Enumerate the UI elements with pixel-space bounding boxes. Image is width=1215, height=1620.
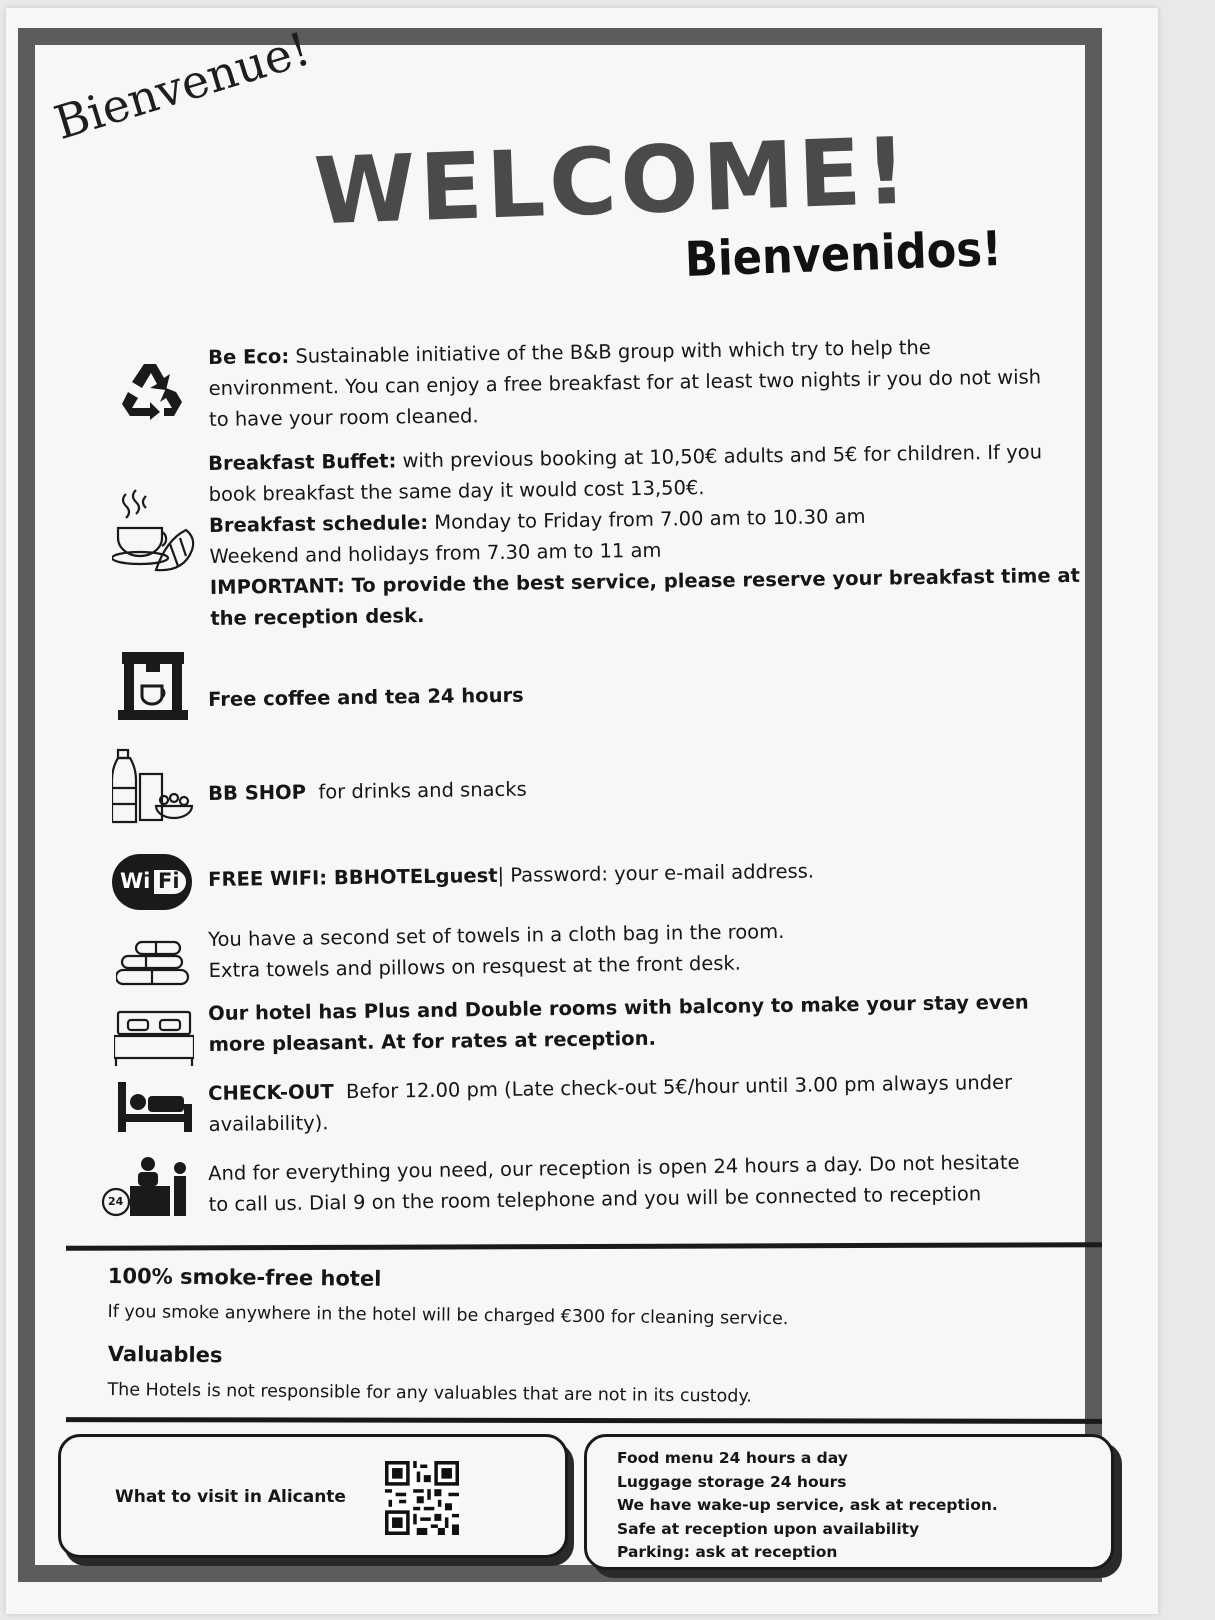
wifi-badge-icon — [112, 854, 192, 910]
qr-code-icon[interactable] — [385, 1461, 459, 1535]
visit-alicante-box — [58, 1434, 568, 1558]
reception-24h-icon — [100, 1156, 192, 1218]
breakfast-section — [208, 436, 1091, 634]
breakfast-line2: book breakfast the same day it would cost 13,50€. — [208, 476, 705, 506]
shop-title: BB SHOP — [208, 780, 307, 805]
towels-section — [208, 912, 1089, 986]
wifi-badge-wi: Wi — [120, 869, 151, 893]
rooms-section — [208, 986, 1089, 1060]
checkout-title: CHECK-OUT — [208, 1080, 334, 1105]
reception-24-badge: 24 — [108, 1195, 124, 1208]
checkout-line1: Befor 12.00 pm (Late check-out 5€/hour until 3.00 pm always under — [345, 1070, 1013, 1104]
important-line2: the reception desk. — [210, 603, 425, 630]
towels-line1: You have a second set of towels in a cloth bag in the room. — [208, 919, 785, 951]
coffee-machine-icon — [118, 652, 188, 720]
welcome-heading: WELCOME! — [312, 117, 913, 246]
rooms-line1: Our hotel has Plus and Double rooms with balcony to make your stay even — [208, 990, 1029, 1025]
wifi-badge-fi: Fi — [158, 869, 180, 893]
recycle-icon — [120, 358, 184, 422]
shop-text: for drinks and snacks — [318, 777, 527, 804]
service-item: Luggage storage 24 hours — [617, 1472, 847, 1491]
schedule-line1: Monday to Friday from 7.00 am to 10.30 am — [434, 504, 866, 534]
valuables-text: The Hotels is not responsible for any valuables that are not in its custody. — [107, 1379, 752, 1407]
bienvenidos-heading: Bienvenidos! — [684, 220, 1003, 288]
checkout-line2: availability). — [208, 1111, 329, 1136]
breakfast-title: Breakfast Buffet: — [208, 449, 397, 475]
rooms-line2: more pleasant. At for rates at reception. — [208, 1026, 657, 1056]
bienvenue-heading: Bienvenue! — [48, 21, 317, 151]
eco-section — [208, 330, 1089, 435]
eco-line1: Sustainable initiative of the B&B group with which try to help the — [295, 335, 931, 368]
visit-alicante-label: What to visit in Alicante — [115, 1487, 346, 1507]
reception-line2: to call us. Dial 9 on the room telephone and you will be connected to reception — [208, 1182, 982, 1216]
drinks-snacks-icon — [112, 748, 194, 824]
services-list — [617, 1447, 998, 1565]
towels-icon — [116, 940, 192, 988]
checkout-section — [208, 1066, 1089, 1140]
towels-line2: Extra towels and pillows on resquest at the front desk. — [208, 951, 742, 982]
bed-icon — [118, 1082, 192, 1132]
smoke-text: If you smoke anywhere in the hotel will be charged €300 for cleaning service. — [107, 1301, 789, 1330]
wifi-password: Password: your e-mail address. — [510, 859, 815, 887]
service-item: Parking: ask at reception — [617, 1543, 838, 1561]
eco-line3: to have your room cleaned. — [208, 404, 479, 431]
valuables-title: Valuables — [107, 1342, 223, 1368]
breakfast-line1: with previous booking at 10,50€ adults and 5€ for children. If you — [402, 440, 1043, 473]
eco-line2: environment. You can enjoy a free breakfast for at least two nights ir you do not wish — [208, 365, 1042, 400]
valuables-section — [107, 1342, 1008, 1409]
wifi-title: FREE WIFI: BBHOTELguest — [208, 863, 498, 891]
wifi-separator: | — [497, 863, 505, 887]
coffee-croissant-icon — [112, 484, 200, 584]
reception-section — [208, 1146, 1089, 1220]
coffee-text: Free coffee and tea 24 hours — [208, 683, 524, 711]
double-bed-icon — [114, 1010, 194, 1066]
eco-title: Be Eco: — [208, 344, 290, 369]
service-item: Food menu 24 hours a day — [617, 1449, 848, 1467]
schedule-line2: Weekend and holidays from 7.30 am to 11 am — [209, 538, 662, 568]
schedule-title: Breakfast schedule: — [208, 510, 429, 537]
service-item: Safe at reception upon availability — [617, 1519, 920, 1538]
smoke-title: 100% smoke-free hotel — [107, 1264, 382, 1291]
reception-line1: And for everything you need, our reception is open 24 hours a day. Do not hesitate — [208, 1150, 1020, 1185]
important-line1: IMPORTANT: To provide the best service, please reserve your breakfast time at — [209, 563, 1081, 599]
services-box — [584, 1434, 1114, 1570]
service-item: We have wake-up service, ask at reception. — [617, 1496, 998, 1514]
smoke-section — [107, 1264, 1008, 1331]
